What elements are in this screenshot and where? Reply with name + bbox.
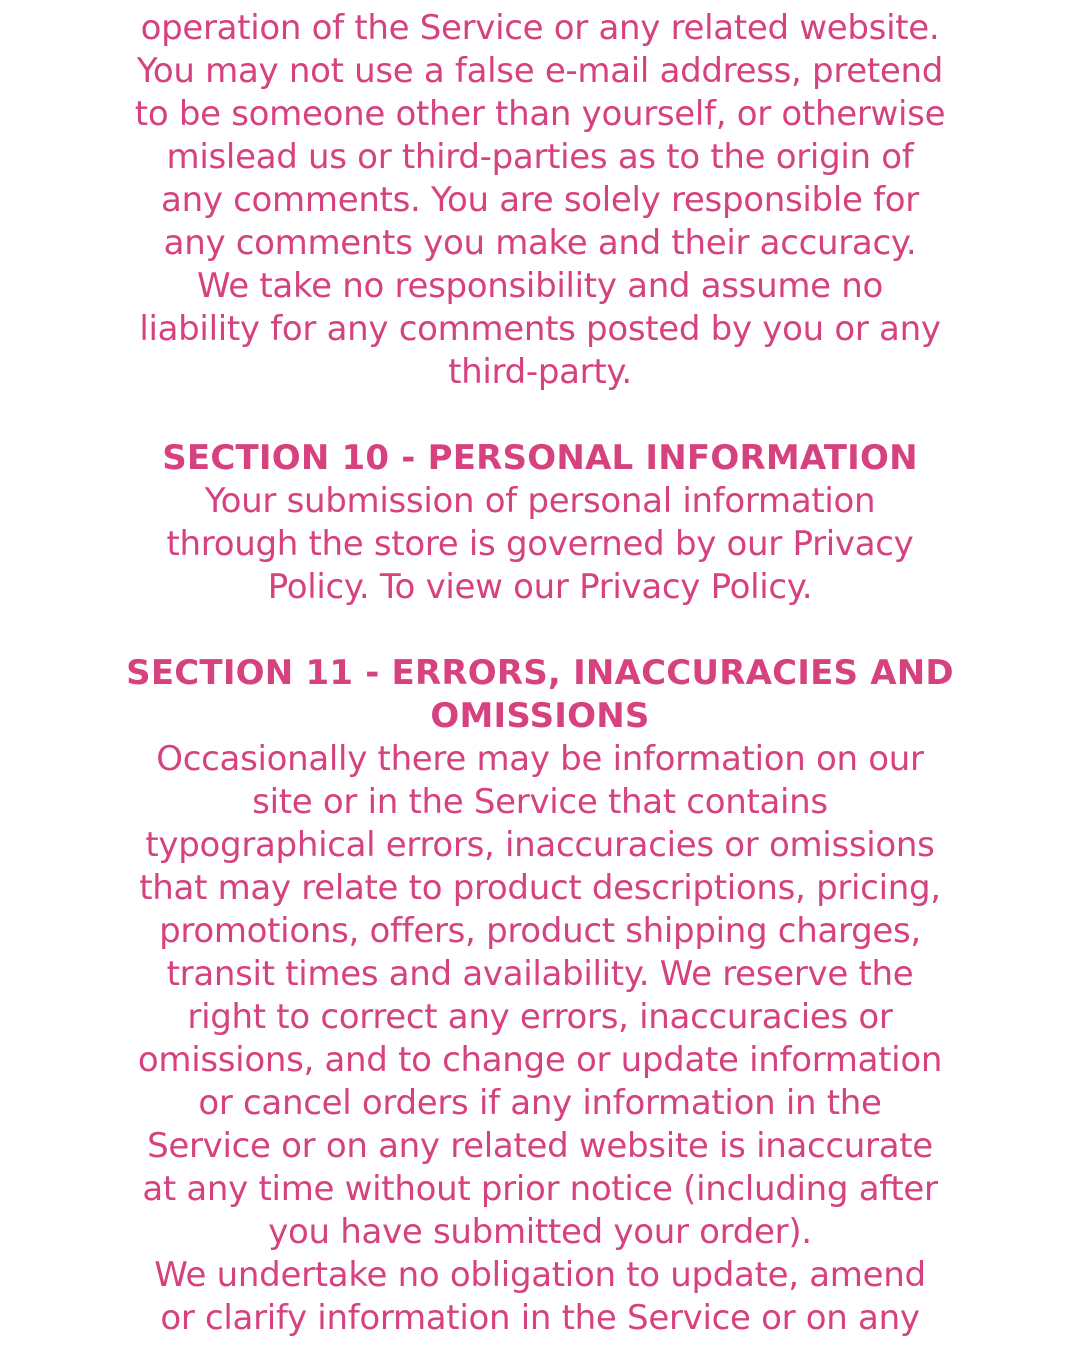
section-11-heading: SECTION 11 - ERRORS, INACCURACIES AND <box>126 653 954 693</box>
section-11-line: promotions, offers, product shipping charges, <box>159 911 921 951</box>
intro-line: We take no responsibility and assume no <box>196 266 884 306</box>
intro-line: liability for any comments posted by you or any <box>139 309 941 349</box>
section-11-line: typographical errors, inaccuracies or omissions <box>145 825 935 865</box>
section-11-line: that may relate to product descriptions, pricing, <box>139 868 941 908</box>
intro-line: You may not use a false e-mail address, pretend <box>136 51 944 91</box>
section-11-line: site or in the Service that contains <box>252 782 828 822</box>
section-11-line: you have submitted your order). <box>268 1212 812 1252</box>
section-11-line: Occasionally there may be information on our <box>156 739 924 779</box>
section-10-line: Policy. To view our Privacy Policy. <box>267 567 813 607</box>
section-11-line: or cancel orders if any information in the <box>198 1083 882 1123</box>
section-11-line: right to correct any errors, inaccuracies or <box>187 997 893 1037</box>
section-11-line: transit times and availability. We reserve the <box>166 954 914 994</box>
intro-line: third-party. <box>448 352 632 392</box>
section-11-line: or clarify information in the Service or on any <box>160 1298 920 1338</box>
section-11-line: Service or on any related website is inaccurate <box>147 1126 933 1166</box>
intro-line: any comments. You are solely responsible for <box>161 180 919 220</box>
intro-line: operation of the Service or any related website. <box>140 8 940 48</box>
section-10-line: through the store is governed by our Privacy <box>166 524 914 564</box>
section-11-line: at any time without prior notice (including after <box>142 1169 938 1209</box>
section-10-heading: SECTION 10 - PERSONAL INFORMATION <box>162 438 918 478</box>
section-11-line: We undertake no obligation to update, amend <box>154 1255 926 1295</box>
intro-line: mislead us or third-parties as to the origin of <box>166 137 914 177</box>
intro-line: any comments you make and their accuracy. <box>163 223 917 263</box>
section-11-heading: OMISSIONS <box>430 696 650 736</box>
section-11-line: omissions, and to change or update information <box>137 1040 943 1080</box>
section-10-line: Your submission of personal information <box>204 481 876 521</box>
intro-line: to be someone other than yourself, or otherwise <box>134 94 946 134</box>
